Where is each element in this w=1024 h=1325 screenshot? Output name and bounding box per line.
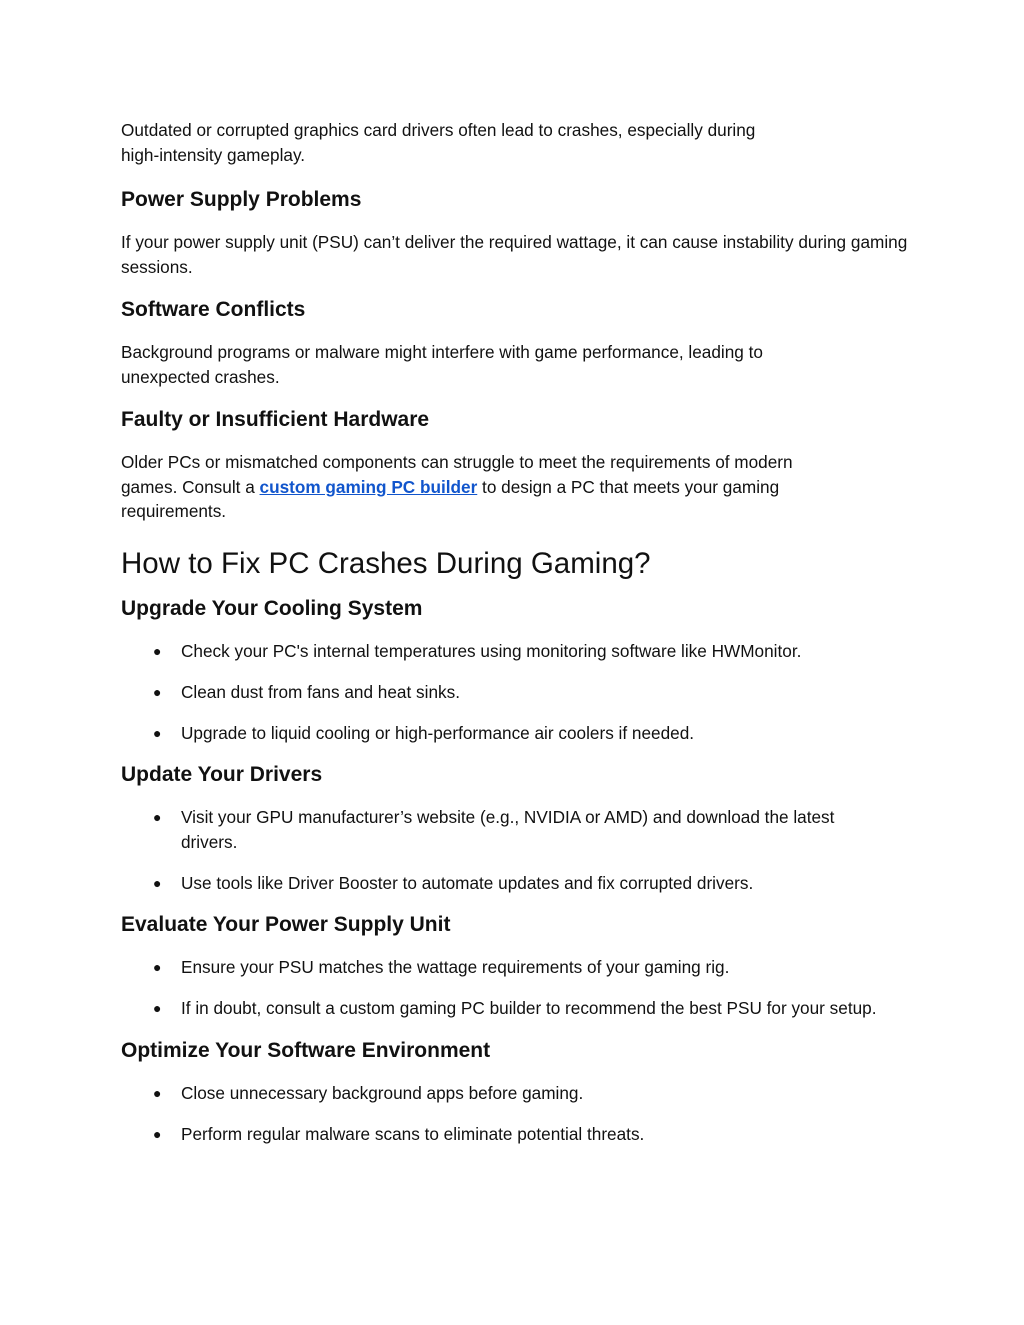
intro-line-2: high-intensity gameplay. xyxy=(121,144,306,165)
document-page xyxy=(121,118,911,1146)
list-item: ● Perform regular malware scans to eliminate potential threats. xyxy=(121,1122,911,1147)
list-optimize-software xyxy=(121,1081,911,1147)
bullet-icon: ● xyxy=(153,642,162,659)
bullet-icon: ● xyxy=(153,959,162,975)
heading-optimize-software: Optimize Your Software Environment xyxy=(121,1038,491,1062)
list-evaluate-psu xyxy=(121,955,891,1021)
list-item: ● Use tools like Driver Booster to automate updates and fix corrupted drivers. xyxy=(121,871,891,896)
custom-gaming-pc-builder-link[interactable]: custom gaming PC builder xyxy=(259,476,478,497)
list-item: ● Visit your GPU manufacturer’s website (e.g., NVIDIA or AMD) and download the latest drivers. xyxy=(153,807,835,852)
heading-upgrade-cooling: Upgrade Your Cooling System xyxy=(121,596,423,620)
paragraph-power-supply: If your power supply unit (PSU) can’t deliver the required wattage, it can cause instability during gaming sessions. xyxy=(121,232,908,277)
bullet-icon: ● xyxy=(153,809,162,825)
heading-faulty-hardware: Faulty or Insufficient Hardware xyxy=(121,408,430,431)
list-item: ● If in doubt, consult a custom gaming PC builder to recommend the best PSU for your setup. xyxy=(121,996,891,1021)
bullet-icon: ● xyxy=(153,1125,162,1142)
section-title-how-to-fix: How to Fix PC Crashes During Gaming? xyxy=(121,546,651,580)
list-item: ● Clean dust from fans and heat sinks. xyxy=(121,680,911,705)
heading-power-supply-problems: Power Supply Problems xyxy=(121,188,362,211)
bullet-icon: ● xyxy=(153,874,162,891)
intro-paragraph xyxy=(121,118,911,167)
bullet-icon: ● xyxy=(153,683,162,700)
bullet-icon: ● xyxy=(153,1000,162,1016)
paragraph-software-conflicts: Background programs or malware might interfere with game performance, leading to unexpected crashes. xyxy=(121,342,763,387)
bullet-icon: ● xyxy=(153,1084,162,1101)
bullet-icon: ● xyxy=(153,724,162,741)
paragraph-faulty-hardware xyxy=(121,450,851,524)
list-item: ● Close unnecessary background apps before gaming. xyxy=(121,1081,911,1106)
faulty-hardware-text-after: to design a PC that meets your gaming requirements. xyxy=(121,476,780,521)
heading-software-conflicts: Software Conflicts xyxy=(121,298,306,321)
list-item: ● Check your PC's internal temperatures using monitoring software like HWMonitor. xyxy=(121,639,911,664)
list-update-drivers xyxy=(121,805,891,895)
heading-evaluate-psu: Evaluate Your Power Supply Unit xyxy=(121,913,451,936)
faulty-hardware-text-before: Older PCs or mismatched components can struggle to meet the requirements of modern games. Consult a xyxy=(121,452,793,497)
list-item: ● Ensure your PSU matches the wattage requirements of your gaming rig. xyxy=(121,955,891,980)
intro-line-1: Outdated or corrupted graphics card drivers often lead to crashes, especially during xyxy=(121,120,756,140)
list-upgrade-cooling xyxy=(121,639,911,746)
heading-update-drivers: Update Your Drivers xyxy=(121,763,323,786)
list-item: ● Upgrade to liquid cooling or high-performance air coolers if needed. xyxy=(121,721,911,746)
